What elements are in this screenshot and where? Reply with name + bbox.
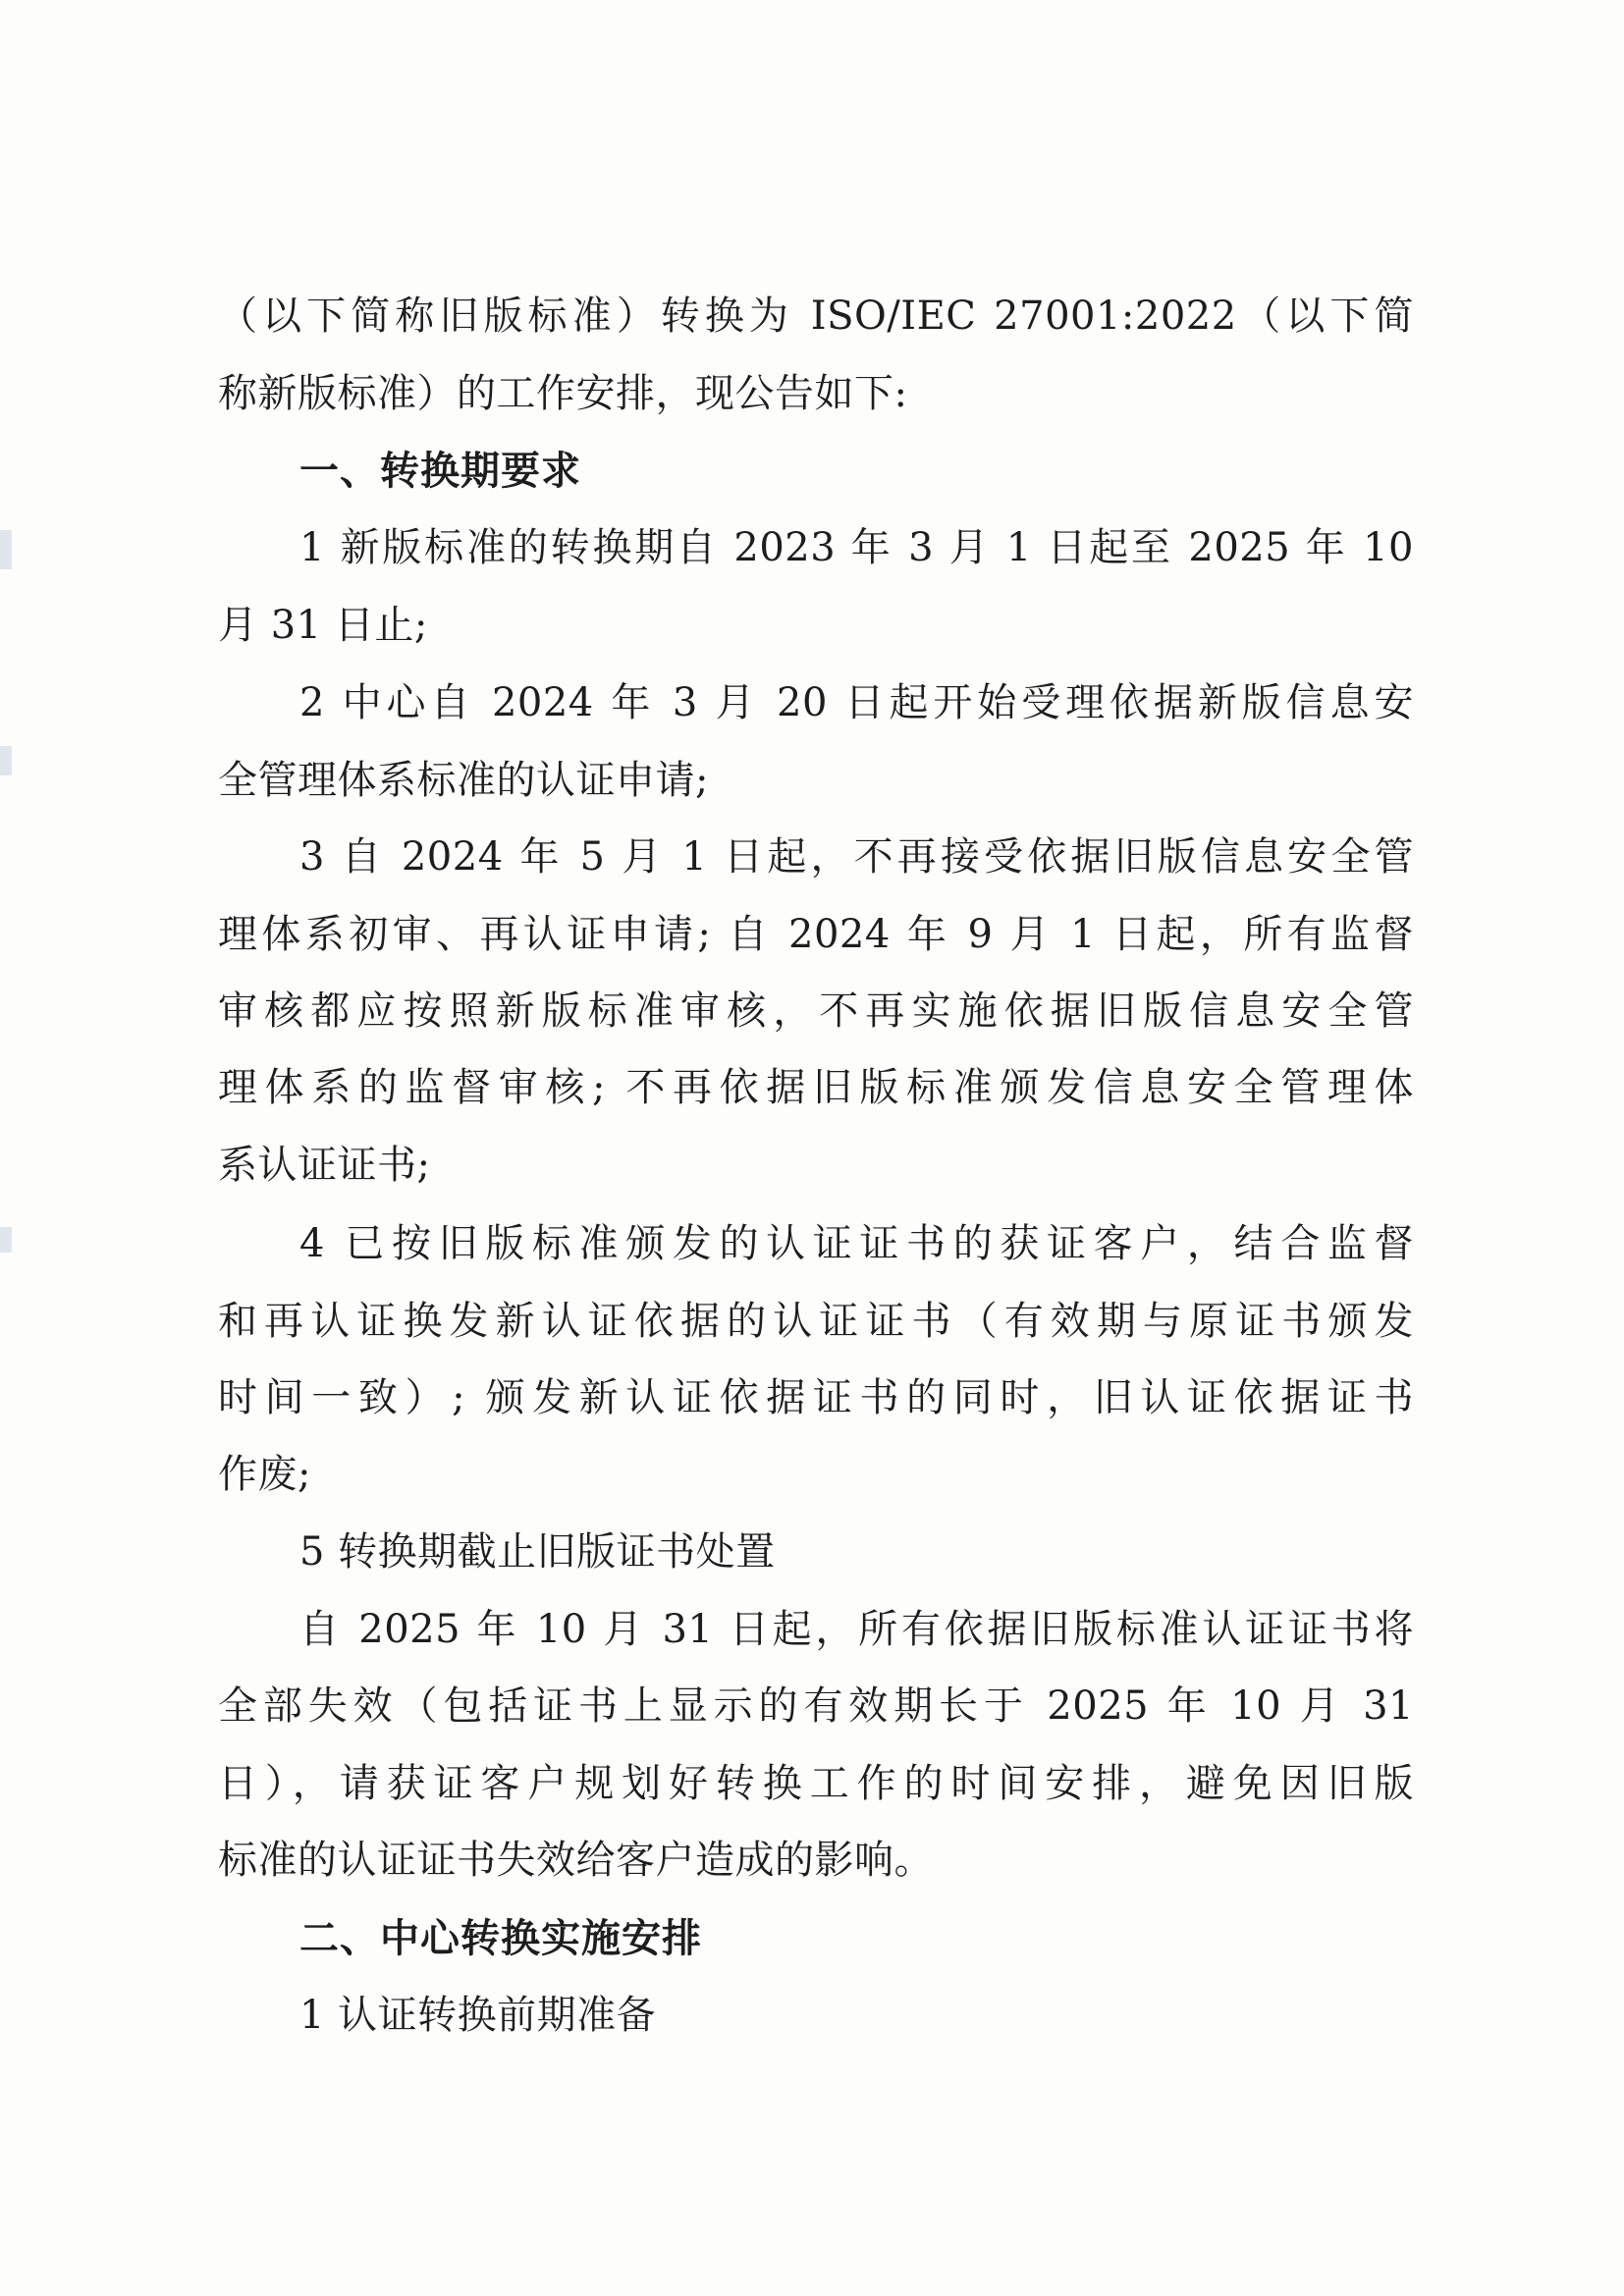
- text-line: 系认证证书;: [218, 1143, 431, 1188]
- text-line: 1 认证转换前期准备: [299, 1993, 657, 2038]
- text-line: 自 2025 年 10 月 31 日起，所有依据旧版标准认证证书将: [299, 1607, 1414, 1652]
- scan-edge-mark: [0, 1227, 12, 1253]
- text-line: 月 31 日止;: [218, 603, 428, 648]
- text-line: 和再认证换发新认证依据的认证证书（有效期与原证书颁发: [218, 1299, 1414, 1344]
- text-line: 审核都应按照新版标准审核，不再实施依据旧版信息安全管: [218, 988, 1414, 1034]
- text-line: （以下简称旧版标准）转换为 ISO/IEC 27001:2022（以下简: [218, 294, 1414, 339]
- text-line: 标准的认证证书失效给客户造成的影响。: [218, 1838, 934, 1883]
- text-line: 全管理体系标准的认证申请;: [218, 758, 709, 803]
- text-line: 全部失效（包括证书上显示的有效期长于 2025 年 10 月 31: [218, 1683, 1414, 1729]
- text-line: 理体系初审、再认证申请; 自 2024 年 9 月 1 日起，所有监督: [218, 912, 1414, 957]
- scan-edge-mark: [0, 530, 12, 569]
- text-line: 5 转换期截止旧版证书处置: [299, 1529, 776, 1575]
- text-line: 时间一致）; 颁发新认证依据证书的同时，旧认证依据证书: [218, 1375, 1414, 1420]
- text-line: 2 中心自 2024 年 3 月 20 日起开始受理依据新版信息安: [299, 680, 1414, 725]
- text-line: 日），请获证客户规划好转换工作的时间安排，避免因旧版: [218, 1761, 1414, 1806]
- section-heading: 二、中心转换实施安排: [299, 1916, 702, 1961]
- text-line: 3 自 2024 年 5 月 1 日起，不再接受依据旧版信息安全管: [299, 834, 1414, 880]
- section-heading: 一、转换期要求: [299, 449, 581, 494]
- text-line: 称新版标准）的工作安排，现公告如下:: [218, 371, 908, 416]
- text-line: 1 新版标准的转换期自 2023 年 3 月 1 日起至 2025 年 10: [299, 525, 1414, 570]
- scan-edge-mark: [0, 746, 12, 775]
- text-line: 理体系的监督审核; 不再依据旧版标准颁发信息安全管理体: [218, 1065, 1414, 1110]
- text-line: 4 已按旧版标准颁发的认证证书的获证客户，结合监督: [299, 1221, 1414, 1266]
- text-line: 作废;: [218, 1452, 311, 1497]
